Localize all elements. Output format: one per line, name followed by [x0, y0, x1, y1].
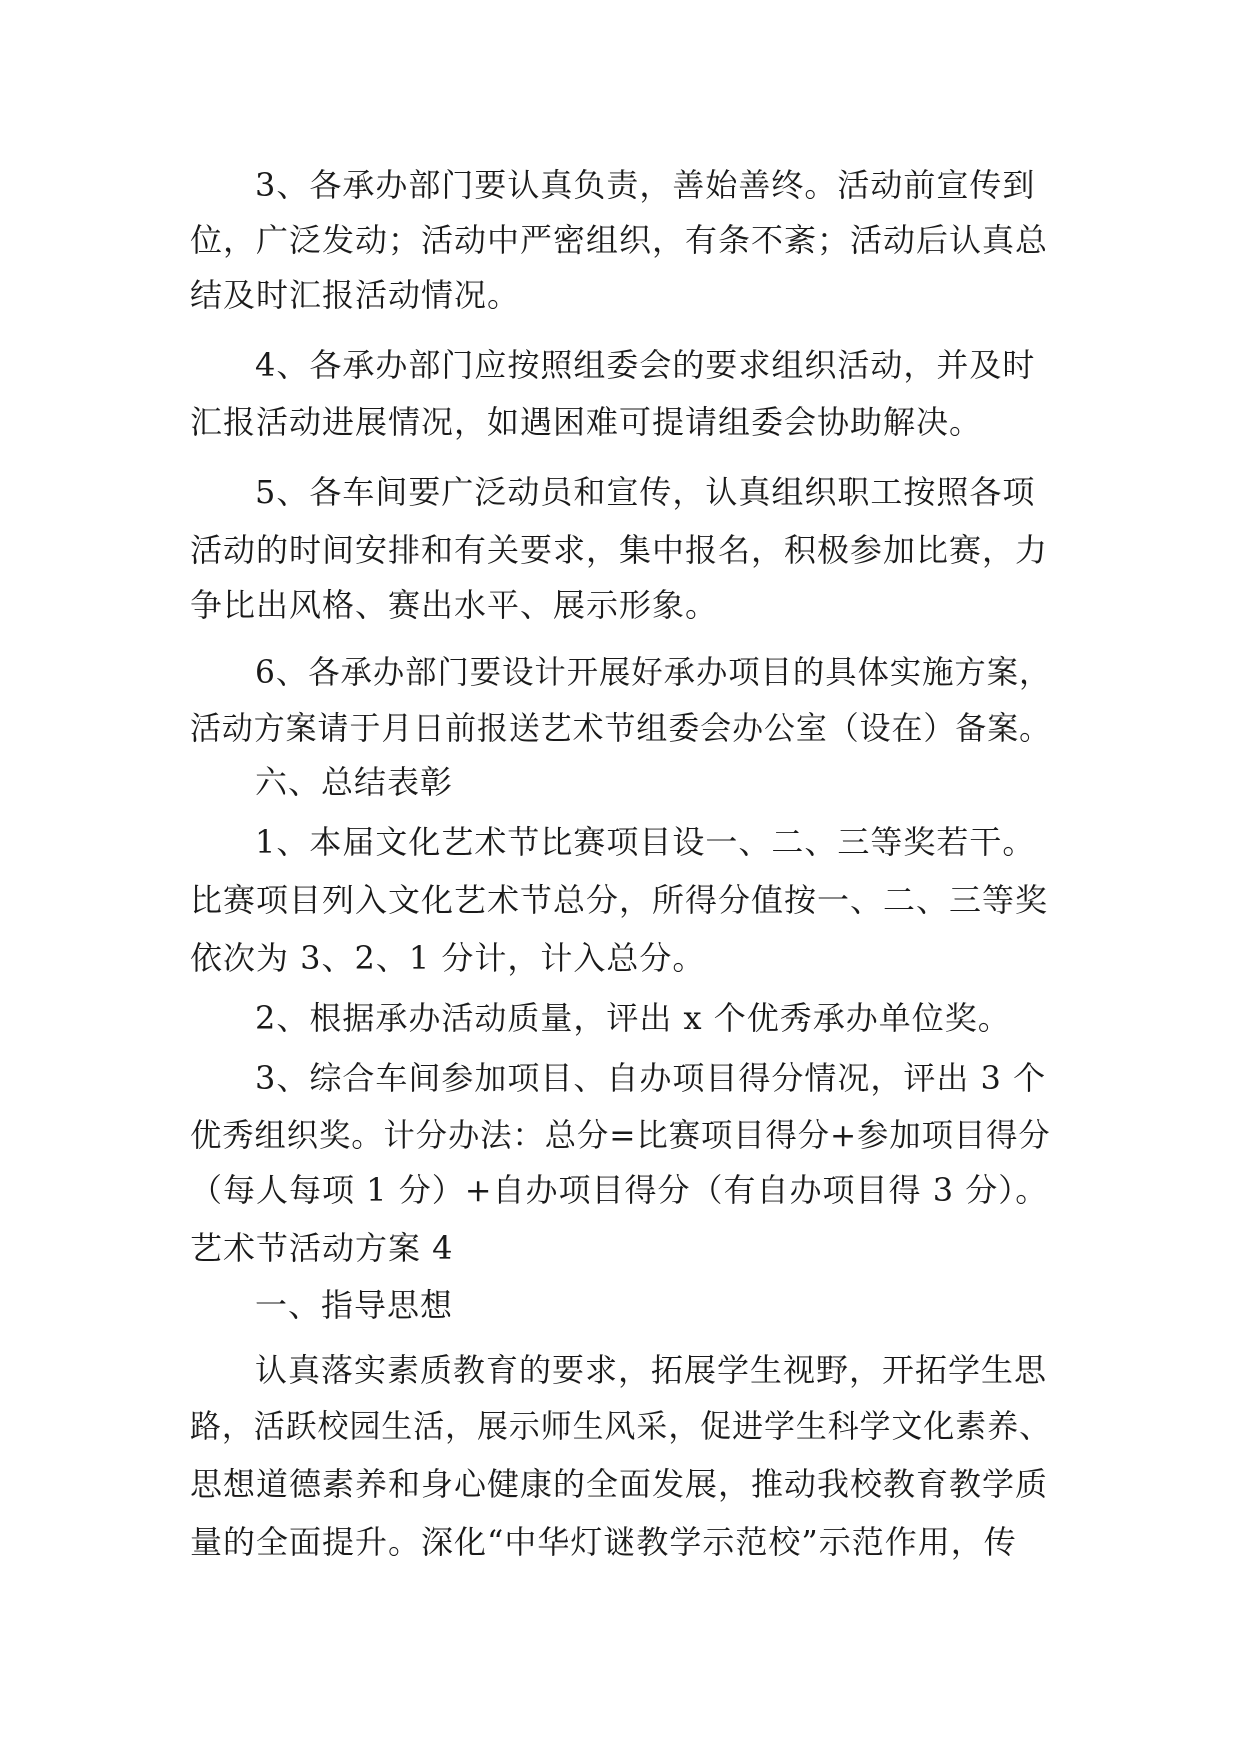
para-5-line-2: 活动的时间安排和有关要求，集中报名，积极参加比赛，力	[190, 531, 1049, 569]
award-2-line-1: 2、根据承办活动质量，评出 x 个优秀承办单位奖。	[255, 999, 1011, 1037]
award-1-line-2: 比赛项目列入文化艺术节总分，所得分值按一、二、三等奖	[190, 881, 1049, 919]
guiding-para-line-1: 认真落实素质教育的要求，拓展学生视野，开拓学生思	[255, 1351, 1048, 1389]
section-heading-guiding-thought: 一、指导思想	[255, 1286, 454, 1324]
para-3-line-2: 位，广泛发动；活动中严密组织，有条不紊；活动后认真总	[190, 221, 1049, 259]
para-3-line-3: 结及时汇报活动情况。	[190, 276, 521, 314]
para-4-line-2: 汇报活动进展情况，如遇困难可提请组委会协助解决。	[190, 403, 983, 441]
plan-4-title: 艺术节活动方案 4	[190, 1229, 454, 1267]
award-1-line-1: 1、本届文化艺术节比赛项目设一、二、三等奖若干。	[255, 823, 1036, 861]
para-5-line-3: 争比出风格、赛出水平、展示形象。	[190, 586, 719, 624]
award-3-line-1: 3、综合车间参加项目、自办项目得分情况，评出 3 个	[255, 1059, 1047, 1097]
para-6-line-2: 活动方案请于月日前报送艺术节组委会办公室（设在）备案。	[190, 709, 1051, 747]
para-6-line-1: 6、各承办部门要设计开展好承办项目的具体实施方案，	[255, 653, 1052, 691]
award-3-line-3: （每人每项 1 分）+自办项目得分（有自办项目得 3 分）。	[190, 1171, 1049, 1209]
guiding-para-line-2: 路，活跃校园生活，展示师生风采，促进学生科学文化素养、	[190, 1407, 1051, 1445]
para-4-line-1: 4、各承办部门应按照组委会的要求组织活动，并及时	[255, 346, 1036, 384]
para-3-line-1: 3、各承办部门要认真负责，善始善终。活动前宣传到	[255, 166, 1036, 204]
award-1-line-3: 依次为 3、2、1 分计，计入总分。	[190, 939, 706, 977]
award-3-line-2: 优秀组织奖。计分办法：总分=比赛项目得分+参加项目得分	[190, 1116, 1051, 1154]
para-5-line-1: 5、各车间要广泛动员和宣传，认真组织职工按照各项	[255, 473, 1036, 511]
section-heading-summary: 六、总结表彰	[255, 763, 454, 801]
guiding-para-line-4: 量的全面提升。深化“中华灯谜教学示范校”示范作用，传	[190, 1523, 1017, 1561]
guiding-para-line-3: 思想道德素养和身心健康的全面发展，推动我校教育教学质	[190, 1465, 1049, 1503]
